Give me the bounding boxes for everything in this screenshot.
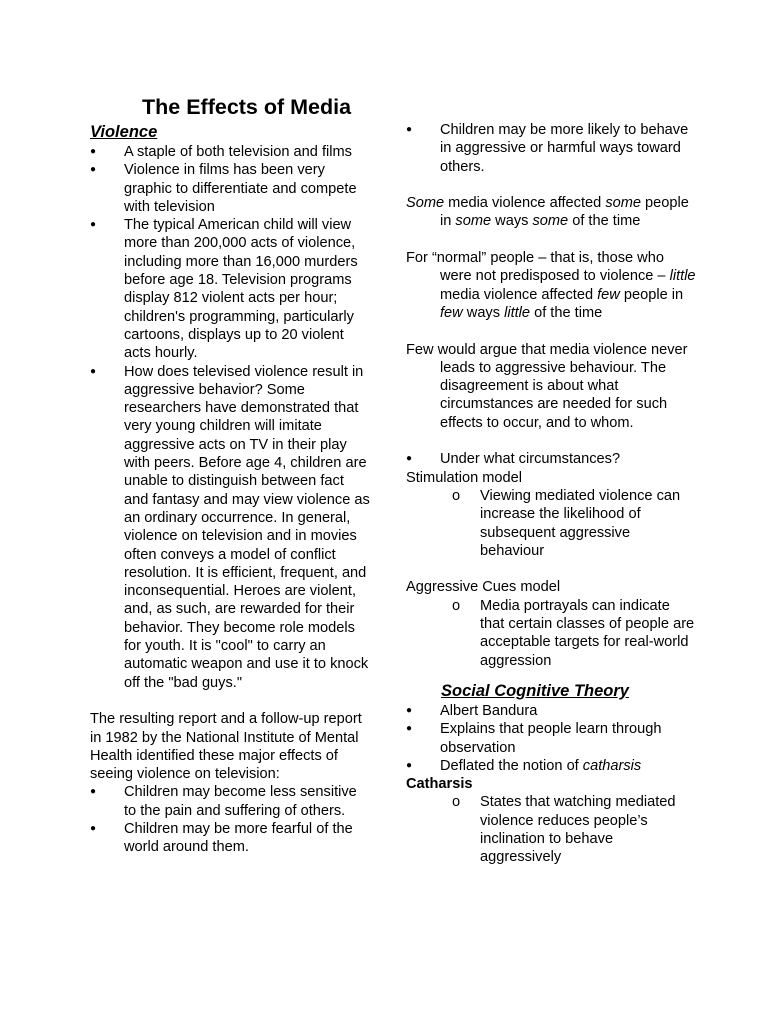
circumstances-list bbox=[406, 450, 696, 468]
effects-list-continued bbox=[406, 121, 696, 176]
catharsis-label: Catharsis bbox=[406, 776, 473, 793]
social-cognitive-theory-heading: Social Cognitive Theory bbox=[441, 681, 629, 700]
few-argue-paragraph: Few would argue that media violence never leads to aggressive behaviour. The disagreement is about what circumstances are needed for such effects to occur, and to whom. bbox=[406, 341, 688, 431]
list-item: ● Children may be more likely to behave in aggressive or harmful ways toward others. bbox=[406, 121, 696, 176]
list-item: ● Violence in films has been very graphic to differentiate and compete with television bbox=[90, 161, 370, 216]
violence-heading: Violence bbox=[90, 123, 158, 141]
catharsis-list bbox=[406, 793, 696, 866]
list-item: ● How does televised violence result in aggressive behavior? Some researchers have demonstrated that very young children will imitate aggressive acts on TV in their play with peers. Before age 4, children are unable to distinguish between fact and fantasy and may view violence as an ordinary occurrence. In general, violence on television and in movies often conveys a model of conflict resolution. It is efficient, frequent, and inconsequential. Heroes are violent, and, as such, are rewarded for their behavior. They become role models for youth. It is "cool" to carry an automatic weapon and use it to knock off the "bad guys." bbox=[90, 363, 370, 692]
stimulation-model-label: Stimulation model bbox=[406, 469, 522, 486]
list-item: ● A staple of both television and films bbox=[90, 143, 370, 161]
stimulation-model-list bbox=[406, 487, 696, 560]
list-item: ● Albert Bandura bbox=[406, 702, 696, 720]
violence-bullet-list bbox=[90, 143, 370, 692]
right-column bbox=[406, 121, 696, 867]
list-item: o Viewing mediated violence can increase the likelihood of subsequent aggressive behaviour bbox=[452, 487, 696, 560]
list-item: ● Children may be more fearful of the world around them. bbox=[90, 820, 370, 857]
report-paragraph: The resulting report and a follow-up report in 1982 by the National Institute of Mental Health identified these major effects of seeing violence on television: bbox=[90, 711, 362, 783]
left-column bbox=[90, 143, 370, 857]
list-item: o Media portrayals can indicate that certain classes of people are acceptable targets for real-world aggression bbox=[452, 597, 696, 670]
list-item: ● Deflated the notion of catharsis bbox=[406, 757, 696, 775]
emphasis: Some bbox=[406, 195, 445, 212]
list-item: ● The typical American child will view more than 200,000 acts of violence, including more than 16,000 murders before age 18. Television programs display 812 violent acts per hour; children's programming, particularly cartoons, displays up to 20 violent acts hourly. bbox=[90, 216, 370, 362]
sct-list bbox=[406, 702, 696, 775]
normal-effect-paragraph: For “normal” people – that is, those who were not predisposed to violence – little media violence affected few people in few ways little of the time bbox=[406, 250, 696, 321]
list-item: o States that watching mediated violence reduces people’s inclination to behave aggressively bbox=[452, 793, 696, 866]
aggressive-cues-label: Aggressive Cues model bbox=[406, 579, 561, 596]
list-item: ● Explains that people learn through observation bbox=[406, 720, 696, 757]
aggressive-cues-list bbox=[406, 597, 696, 670]
effects-list bbox=[90, 783, 370, 856]
page-title: The Effects of Media bbox=[142, 95, 352, 119]
list-item: ● Children may become less sensitive to the pain and suffering of others. bbox=[90, 783, 370, 820]
list-item: ● Under what circumstances? bbox=[406, 450, 696, 468]
some-effect-paragraph: Some media violence affected some people in some ways some of the time bbox=[406, 195, 689, 230]
